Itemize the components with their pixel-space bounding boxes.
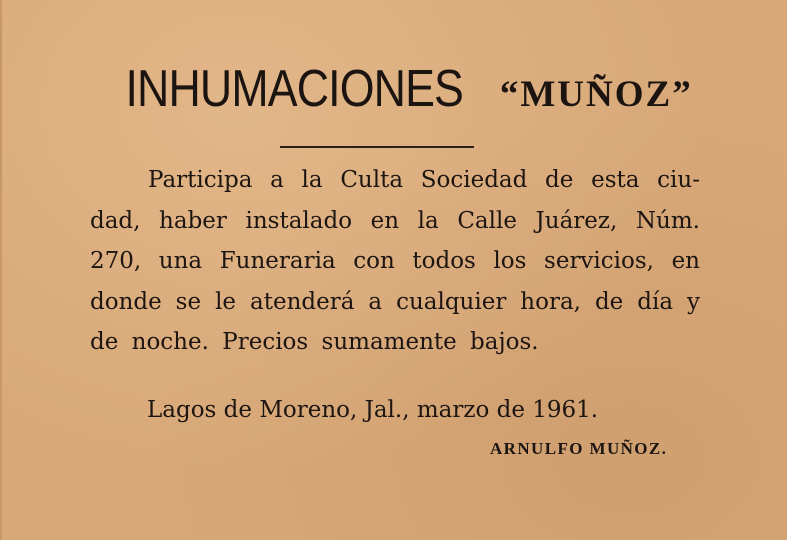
body-line-3: 270, una Funeraria con todos los servicios, en (90, 248, 700, 274)
notice-title (2, 58, 787, 120)
title-divider (280, 146, 474, 148)
body-line-4: donde se le atenderá a cualquier hora, de día y (90, 288, 700, 315)
signature-name: ARNULFO MUÑOZ. (490, 439, 668, 458)
body-line-2: dad, haber instalado en la Calle Juárez, Núm. (90, 207, 700, 234)
place-and-date: Lagos de Moreno, Jal., marzo de 1961. (147, 397, 599, 423)
notice-body (90, 160, 700, 363)
body-line-1: Participa a la Culta Sociedad de esta ciu- (148, 167, 700, 193)
body-line-5: de noche. Precios sumamente bajos. (90, 329, 539, 355)
title-name-text: “MUÑOZ” (499, 74, 693, 115)
title-main-text: INHUMACIONES (125, 60, 464, 118)
